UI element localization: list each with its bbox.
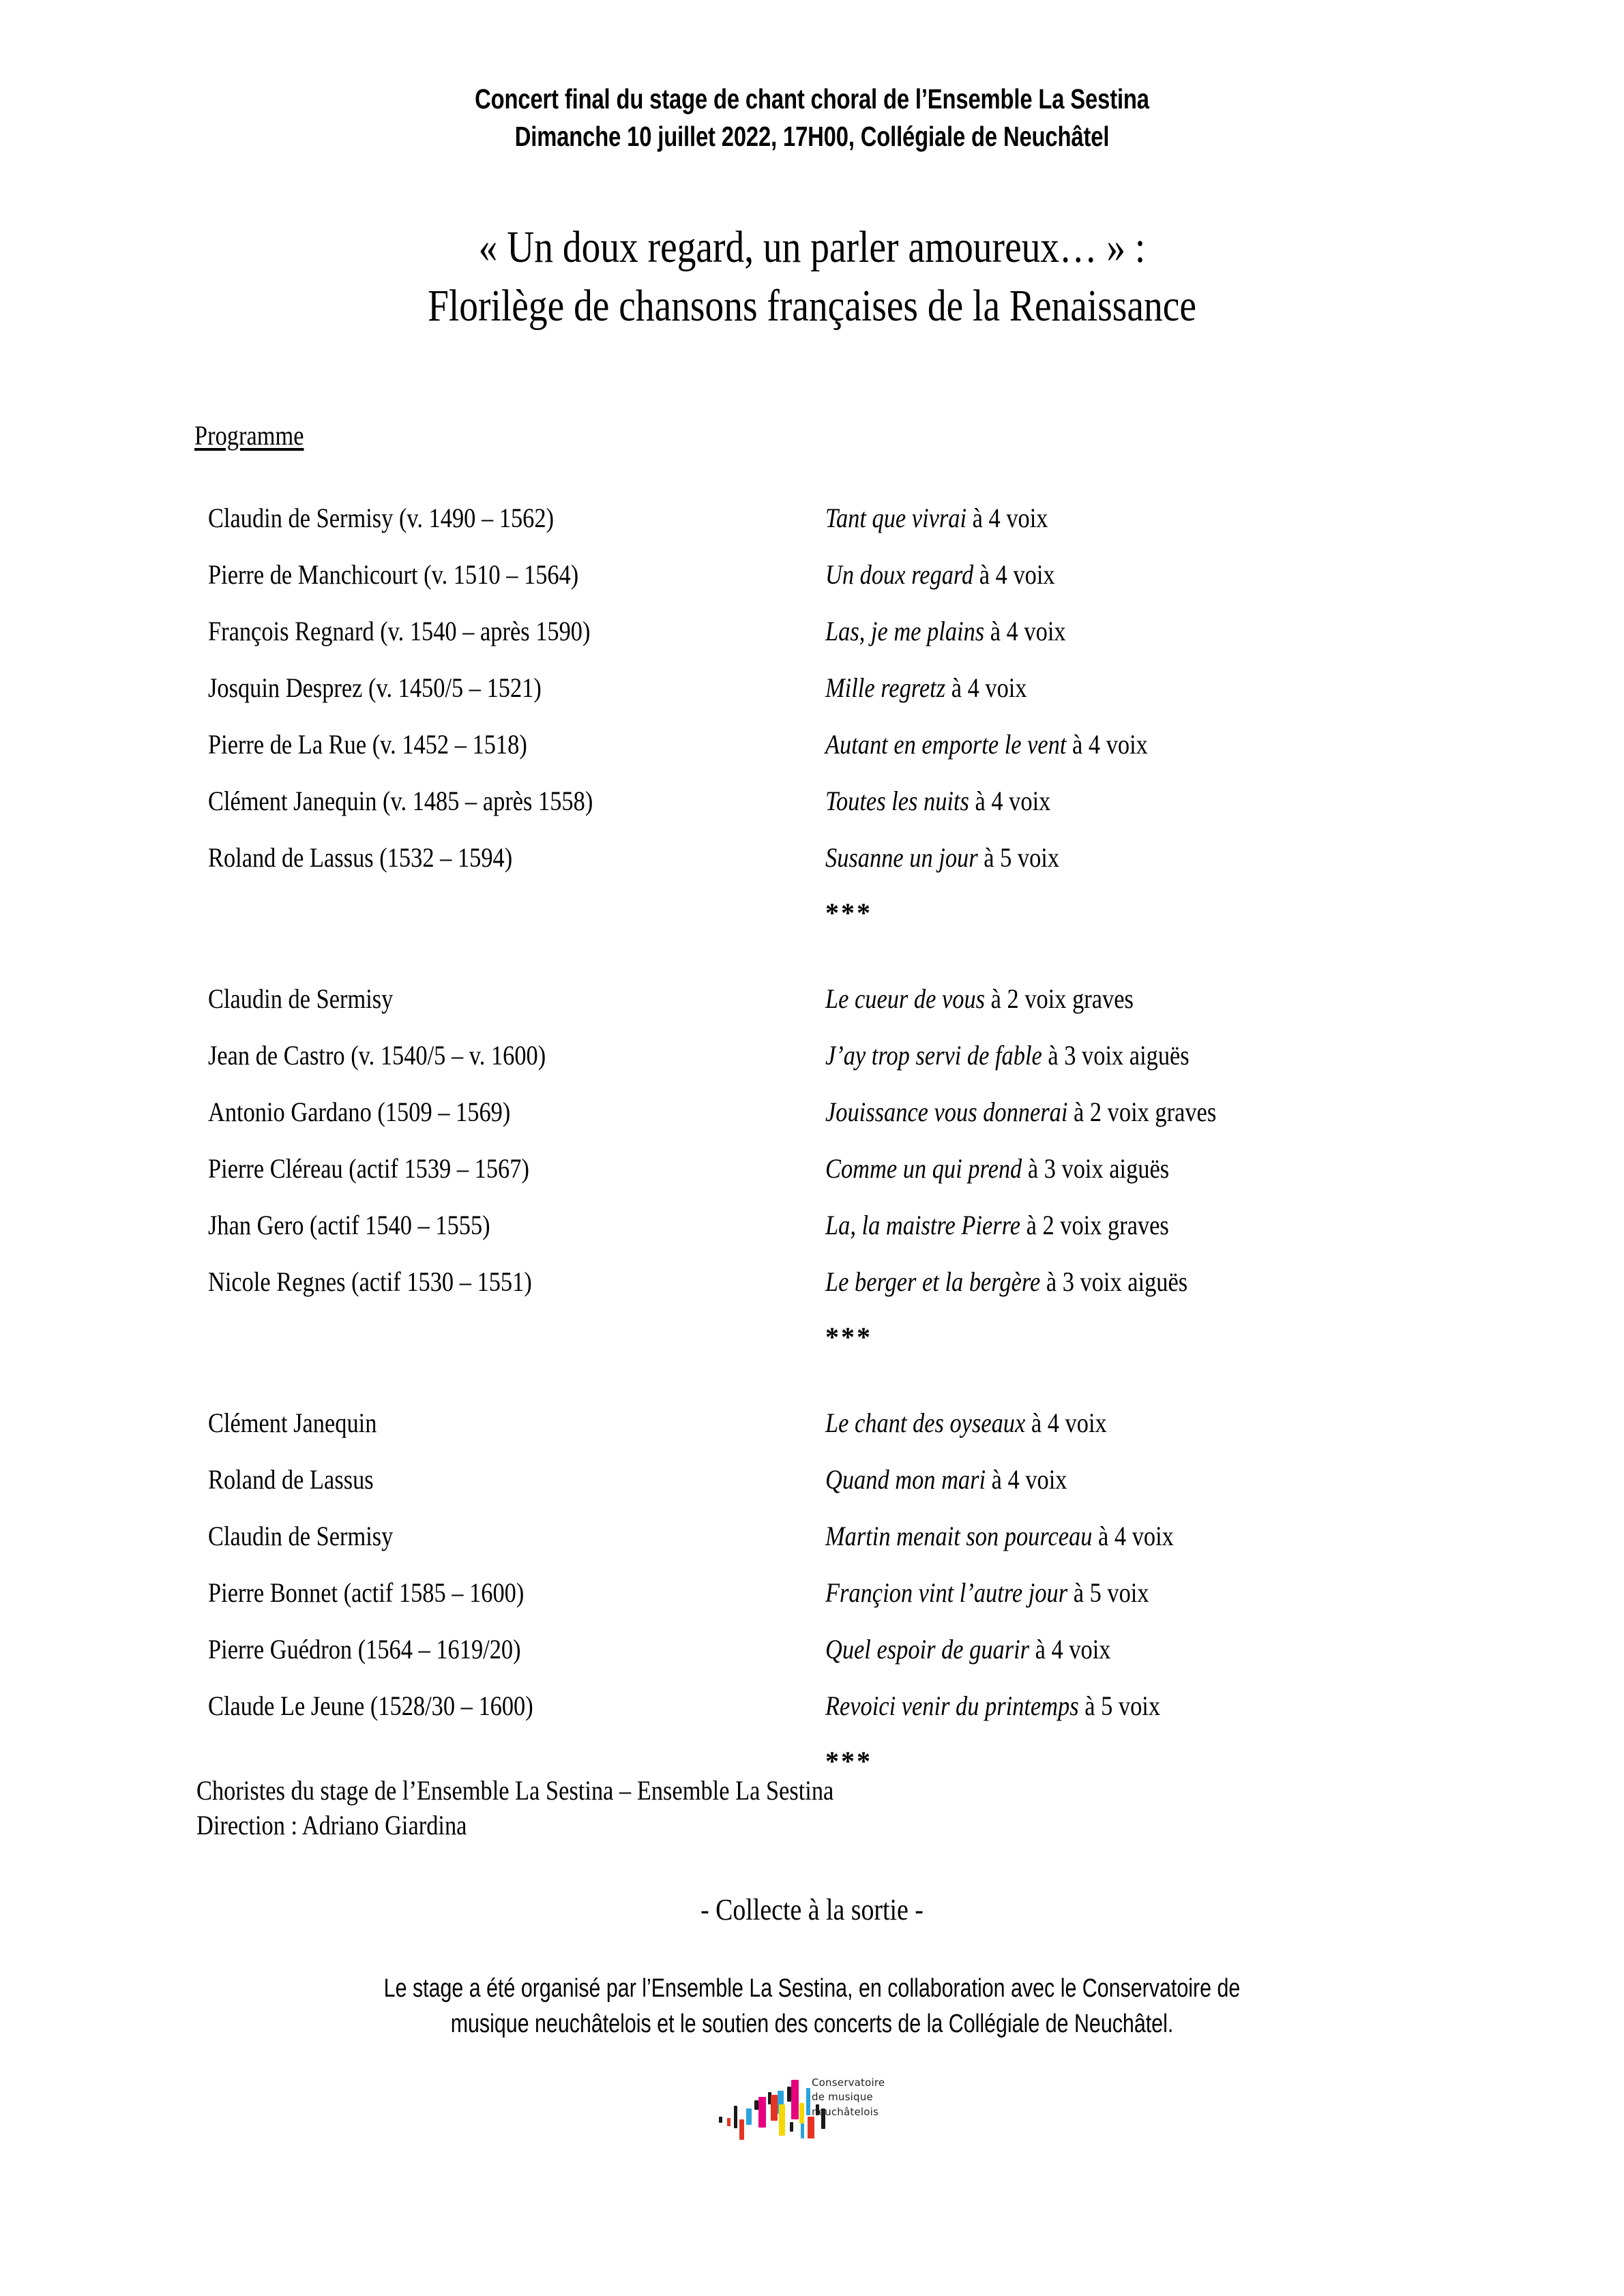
- programme-group: [0, 490, 1624, 940]
- logo-bar: [734, 2106, 737, 2128]
- work-title: Comme un qui prend: [825, 1153, 1022, 1184]
- composer-name: Pierre Cléreau (actif 1539 – 1567): [208, 1153, 529, 1184]
- programme-group-separator: ***: [825, 1746, 872, 1776]
- composer-name: Antonio Gardano (1509 – 1569): [208, 1097, 511, 1127]
- event-header-line-1: Concert final du stage de chant choral de l’Ensemble La Sestina: [475, 83, 1149, 115]
- work-entry: [825, 1027, 1190, 1084]
- work-entry: [825, 659, 1027, 716]
- logo-bar: [727, 2118, 730, 2126]
- programme-entry: [0, 490, 1624, 546]
- work-entry: [825, 716, 1148, 773]
- programme-entry: [0, 1395, 1624, 1451]
- logo-bar: [806, 2088, 810, 2115]
- work-voicing: à 4 voix: [986, 1464, 1067, 1495]
- collection-notice: - Collecte à la sortie -: [700, 1893, 924, 1926]
- work-entry: [825, 546, 1055, 603]
- work-voicing: à 4 voix: [973, 559, 1055, 590]
- logo-bar: [790, 2122, 793, 2132]
- composer-name: Nicole Regnes (actif 1530 – 1551): [208, 1266, 532, 1297]
- composer-name: Roland de Lassus (1532 – 1594): [208, 842, 513, 873]
- performers-line: Choristes du stage de l’Ensemble La Sestina – Ensemble La Sestina: [196, 1775, 834, 1806]
- page-title-line-1: « Un doux regard, un parler amoureux… » :: [478, 222, 1146, 272]
- programme-entry: [0, 1621, 1624, 1678]
- composer-name: Josquin Desprez (v. 1450/5 – 1521): [208, 672, 542, 703]
- programme-group-separator-row: [0, 886, 1624, 940]
- work-title: Toutes les nuits: [825, 786, 969, 816]
- event-header: [162, 80, 1462, 155]
- work-entry: [825, 603, 1066, 659]
- conservatoire-logo: [716, 2070, 975, 2152]
- composer-name: Claude Le Jeune (1528/30 – 1600): [208, 1690, 533, 1721]
- logo-bar: [739, 2119, 744, 2140]
- logo-bar: [791, 2080, 799, 2119]
- work-entry: [825, 1253, 1187, 1310]
- event-header-line-2: Dimanche 10 juillet 2022, 17H00, Collégiale de Neuchâtel: [514, 120, 1110, 152]
- composer-name: Pierre de Manchicourt (v. 1510 – 1564): [208, 559, 579, 590]
- work-title: Las, je me plains: [825, 616, 985, 646]
- logo-bar: [758, 2097, 766, 2128]
- sponsor-note-line-1: Le stage a été organisé par l’Ensemble La Sestina, en collaboration avec le Conservatoire de: [383, 1974, 1241, 2003]
- composer-name: Pierre Bonnet (actif 1585 – 1600): [208, 1577, 525, 1608]
- programme-entry: [0, 1451, 1624, 1508]
- work-voicing: à 3 voix aiguës: [1042, 1040, 1190, 1071]
- work-entry: [825, 1564, 1149, 1621]
- programme-group: [0, 1395, 1624, 1789]
- composer-name: Jhan Gero (actif 1540 – 1555): [208, 1210, 490, 1240]
- conservatoire-logo-bars-icon: [716, 2070, 818, 2145]
- programme-group-gap: [0, 1365, 1624, 1395]
- work-entry: [825, 1197, 1169, 1253]
- programme-group-gap: [0, 940, 1624, 970]
- logo-bar: [779, 2104, 785, 2136]
- programme-group: [0, 970, 1624, 1365]
- logo-bar: [719, 2117, 722, 2123]
- conductor-line: Direction : Adriano Giardina: [196, 1810, 467, 1841]
- work-voicing: à 2 voix graves: [1020, 1210, 1169, 1240]
- work-voicing: à 4 voix: [1025, 1407, 1107, 1438]
- work-entry: [825, 1140, 1169, 1197]
- work-title: Revoici venir du printemps: [825, 1690, 1079, 1721]
- programme-entry: [0, 1140, 1624, 1197]
- work-title: Tant que vivrai: [825, 503, 967, 533]
- work-entry: [825, 1508, 1174, 1564]
- work-voicing: à 4 voix: [969, 786, 1051, 816]
- performers-credits: [196, 1773, 833, 1843]
- logo-text-line-3: neuchâtelois: [812, 2105, 879, 2118]
- logo-bar: [801, 2123, 804, 2138]
- work-voicing: à 4 voix: [1066, 729, 1148, 760]
- work-entry: [825, 773, 1050, 829]
- composer-name: Roland de Lassus: [208, 1464, 374, 1495]
- work-entry: [825, 1678, 1160, 1734]
- work-title: Le cueur de vous: [825, 983, 986, 1014]
- conservatoire-logo-text: [812, 2076, 885, 2119]
- programme-group-separator: ***: [825, 1322, 872, 1352]
- work-voicing: à 2 voix graves: [1067, 1097, 1217, 1127]
- programme-entry: [0, 1253, 1624, 1310]
- work-title: J’ay trop servi de fable: [825, 1040, 1042, 1071]
- logo-bar: [771, 2095, 778, 2121]
- work-entry: [825, 490, 1048, 546]
- page-title-line-2: Florilège de chansons françaises de la Renaissance: [428, 280, 1196, 331]
- programme-heading: Programme: [194, 420, 304, 451]
- programme-entry: [0, 1564, 1624, 1621]
- sponsor-note: [162, 1971, 1462, 2042]
- programme-group-separator-row: [0, 1310, 1624, 1365]
- work-entry: [825, 1621, 1111, 1678]
- logo-text-line-1: Conservatoire: [812, 2076, 885, 2089]
- work-title: Le chant des oyseaux: [825, 1407, 1026, 1438]
- composer-name: Claudin de Sermisy: [208, 983, 394, 1014]
- programme-entry: [0, 970, 1624, 1027]
- programme-entry: [0, 659, 1624, 716]
- programme-entry: [0, 1678, 1624, 1734]
- work-title: Le berger et la bergère: [825, 1266, 1041, 1297]
- sponsor-note-line-2: musique neuchâtelois et le soutien des concerts de la Collégiale de Neuchâtel.: [450, 2010, 1174, 2039]
- logo-bar: [808, 2117, 814, 2138]
- work-voicing: à 4 voix: [984, 616, 1066, 646]
- work-voicing: à 4 voix: [1029, 1634, 1111, 1665]
- work-voicing: à 3 voix aiguës: [1040, 1266, 1188, 1297]
- work-title: Susanne un jour: [825, 842, 978, 873]
- composer-name: Pierre Guédron (1564 – 1619/20): [208, 1634, 521, 1665]
- programme-entry: [0, 1508, 1624, 1564]
- work-voicing: à 4 voix: [1092, 1521, 1174, 1551]
- work-voicing: à 5 voix: [977, 842, 1060, 873]
- work-entry: [825, 829, 1059, 886]
- programme-entry: [0, 603, 1624, 659]
- composer-name: Clément Janequin: [208, 1407, 377, 1438]
- programme-entry: [0, 1027, 1624, 1084]
- work-title: Françion vint l’autre jour: [825, 1577, 1068, 1608]
- work-voicing: à 5 voix: [1078, 1690, 1161, 1721]
- work-title: La, la maistre Pierre: [825, 1210, 1021, 1240]
- work-voicing: à 4 voix: [945, 672, 1027, 703]
- programme-list: [0, 490, 1624, 1789]
- work-entry: [825, 1451, 1067, 1508]
- work-entry: [825, 1084, 1216, 1140]
- logo-bar: [799, 2103, 804, 2123]
- programme-entry: [0, 716, 1624, 773]
- programme-entry: [0, 773, 1624, 829]
- work-title: Mille regretz: [825, 672, 946, 703]
- work-voicing: à 2 voix graves: [985, 983, 1134, 1014]
- work-title: Martin menait son pourceau: [825, 1521, 1093, 1551]
- composer-name: Clément Janequin (v. 1485 – après 1558): [208, 786, 593, 816]
- programme-entry: [0, 1084, 1624, 1140]
- work-entry: [825, 970, 1134, 1027]
- composer-name: Pierre de La Rue (v. 1452 – 1518): [208, 729, 527, 760]
- programme-group-separator: ***: [825, 897, 872, 928]
- work-entry: [825, 1395, 1107, 1451]
- programme-entry: [0, 829, 1624, 886]
- composer-name: Jean de Castro (v. 1540/5 – v. 1600): [208, 1040, 546, 1071]
- work-voicing: à 3 voix aiguës: [1022, 1153, 1170, 1184]
- work-title: Quand mon mari: [825, 1464, 986, 1495]
- composer-name: Claudin de Sermisy: [208, 1521, 394, 1551]
- composer-name: Claudin de Sermisy (v. 1490 – 1562): [208, 503, 555, 533]
- work-voicing: à 4 voix: [966, 503, 1048, 533]
- work-title: Quel espoir de guarir: [825, 1634, 1030, 1665]
- work-voicing: à 5 voix: [1067, 1577, 1149, 1608]
- logo-bar: [746, 2108, 752, 2125]
- work-title: Autant en emporte le vent: [825, 729, 1067, 760]
- composer-name: François Regnard (v. 1540 – après 1590): [208, 616, 591, 646]
- work-title: Un doux regard: [825, 559, 974, 590]
- page-title: [130, 218, 1494, 336]
- logo-text-line-2: de musique: [812, 2091, 873, 2104]
- programme-entry: [0, 546, 1624, 603]
- programme-entry: [0, 1197, 1624, 1253]
- work-title: Jouissance vous donnerai: [825, 1097, 1068, 1127]
